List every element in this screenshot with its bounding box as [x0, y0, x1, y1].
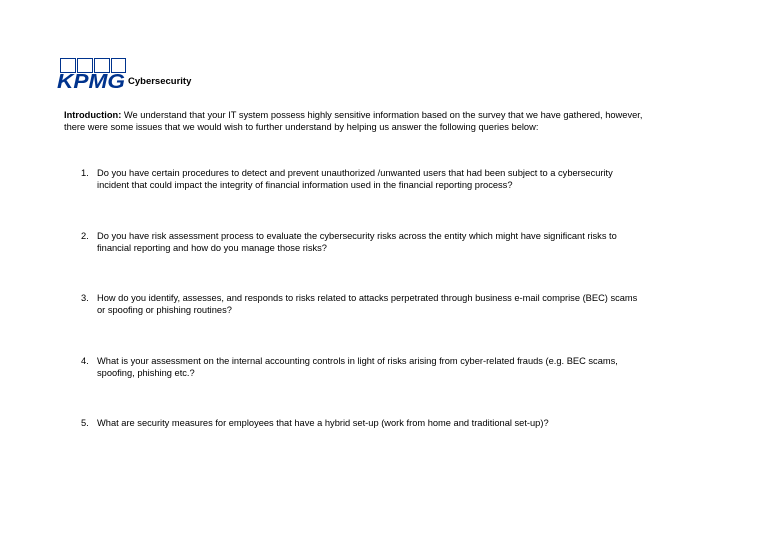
question-number: 4. [81, 356, 89, 366]
introduction-text: We understand that your IT system possess highly sensitive information based on the survey that we have gathered, however, there were some issues that we would wish to further understand by helping us answer the following queries below: [64, 110, 643, 132]
introduction-label: Introduction: [64, 110, 122, 120]
question-text: Do you have risk assessment process to evaluate the cybersecurity risks across the entity which might have significant risks to financial reporting and how do you manage those risks? [97, 231, 617, 253]
question-text: Do you have certain procedures to detect and prevent unauthorized /unwanted users that had been subject to a cybersecurity incident that could impact the integrity of financial information used in the financial reporting process? [97, 168, 613, 190]
svg-text:KPMG: KPMG [57, 71, 125, 90]
question-text: How do you identify, assesses, and responds to risks related to attacks perpetrated through business e-mail comprise (BEC) scams or spoofing or phishing routines? [97, 293, 638, 315]
question-item [64, 167, 644, 191]
question-text: What are security measures for employees that have a hybrid set-up (work from home and traditional set-up)? [97, 418, 549, 428]
question-number: 1. [81, 168, 89, 178]
question-item [64, 292, 644, 316]
kpmg-logo-graphic [57, 58, 127, 90]
question-text: What is your assessment on the internal accounting controls in light of risks arising from cyber-related frauds (e.g. BEC scams, spoofing, phishing etc.? [97, 356, 618, 378]
question-item [64, 230, 644, 254]
document-title: Cybersecurity [128, 76, 192, 87]
question-number: 3. [81, 293, 89, 303]
question-number: 2. [81, 231, 89, 241]
question-number: 5. [81, 418, 89, 428]
document-header [57, 58, 191, 90]
kpmg-logo [57, 58, 127, 90]
introduction-paragraph [64, 109, 644, 133]
question-item [64, 417, 644, 429]
question-item [64, 355, 644, 379]
